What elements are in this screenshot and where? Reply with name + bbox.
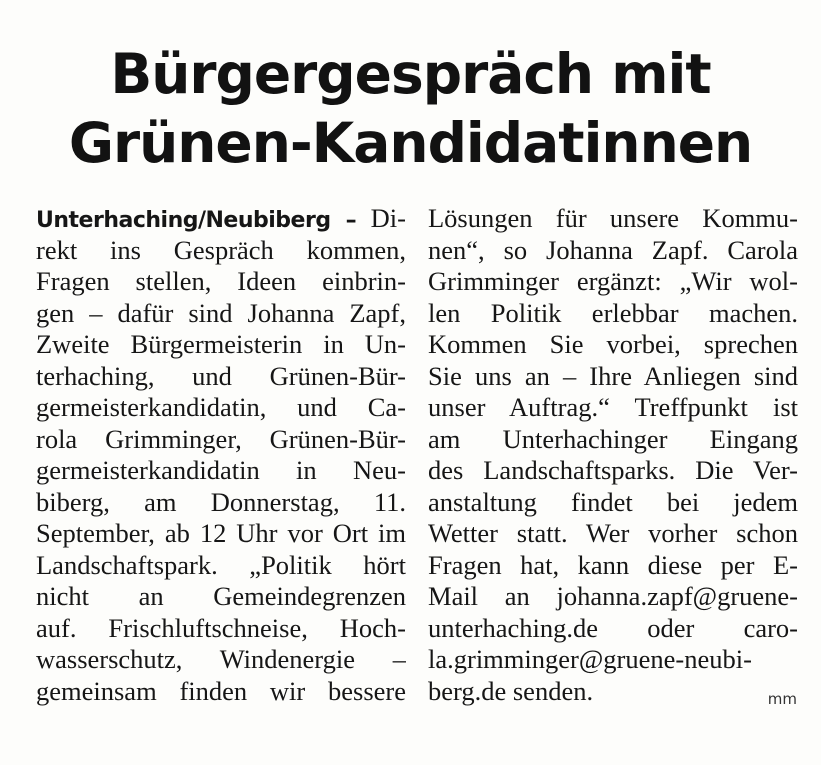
body-line: rola Grimminger, Grünen-Bür-: [36, 423, 406, 454]
body-line: Fragen hat, kann diese per E-: [428, 549, 798, 580]
body-line: unterhaching.de oder caro-: [428, 612, 798, 643]
body-line: auf. Frischluftschneise, Hoch-: [36, 612, 406, 643]
body-line: Grimminger ergänzt: „Wir wol-: [428, 266, 798, 296]
author-initials: mm: [767, 690, 797, 708]
body-line: Fragen stellen, Ideen einbrin-: [36, 266, 406, 296]
body-line: rekt ins Gespräch kommen,: [36, 234, 406, 265]
body-line: gen – dafür sind Johanna Zapf,: [36, 297, 406, 328]
body-line: Landschaftspark. „Politik hört: [36, 549, 406, 580]
body-line: anstaltung findet bei jedem: [428, 486, 798, 517]
body-line: Sie uns an – Ihre Anliegen sind: [428, 360, 798, 391]
headline-line-1: Bürgergespräch mit: [110, 42, 711, 106]
body-line: September, ab 12 Uhr vor Ort im: [36, 518, 406, 548]
body-line: des Landschaftsparks. Die Ver-: [428, 455, 798, 485]
body-line: terhaching, und Grünen-Bür-: [36, 360, 406, 391]
body-line: Zweite Bürgermeisterin in Un-: [36, 329, 406, 359]
article-column-left: [36, 203, 406, 707]
headline-line-2: Grünen-Kandidatinnen: [68, 111, 753, 175]
body-line: nicht an Gemeindegrenzen: [36, 581, 406, 611]
body-line: germeisterkandidatin, und Ca-: [36, 392, 406, 422]
body-line: biberg, am Donnerstag, 11.: [36, 486, 406, 517]
body-line: Kommen Sie vorbei, sprechen: [428, 329, 798, 359]
body-line: unser Auftrag.“ Treffpunkt ist: [428, 392, 798, 422]
body-line: Lösungen für unsere Kommu-: [428, 203, 798, 233]
body-line: len Politik erlebbar machen.: [428, 297, 798, 328]
dateline: Unterhaching/Neubiberg –: [36, 208, 357, 233]
body-line: germeisterkandidatin in Neu-: [36, 455, 406, 485]
body-line: nen“, so Johanna Zapf. Carola: [428, 234, 798, 265]
body-line-text: Di-: [356, 203, 406, 233]
body-line: [36, 203, 406, 235]
article-headline: [0, 40, 821, 178]
body-line: am Unterhachinger Eingang: [428, 423, 798, 454]
body-line: gemeinsam finden wir bessere: [36, 675, 406, 706]
body-line: berg.de senden.: [428, 675, 594, 706]
article-column-right: [428, 203, 798, 707]
body-line: la.grimminger@gruene-neubi-: [428, 644, 752, 674]
body-line: wasserschutz, Windenergie –: [36, 644, 406, 674]
body-line: Wetter statt. Wer vorher schon: [428, 518, 798, 548]
body-line: Mail an johanna.zapf@gruene-: [428, 581, 798, 611]
